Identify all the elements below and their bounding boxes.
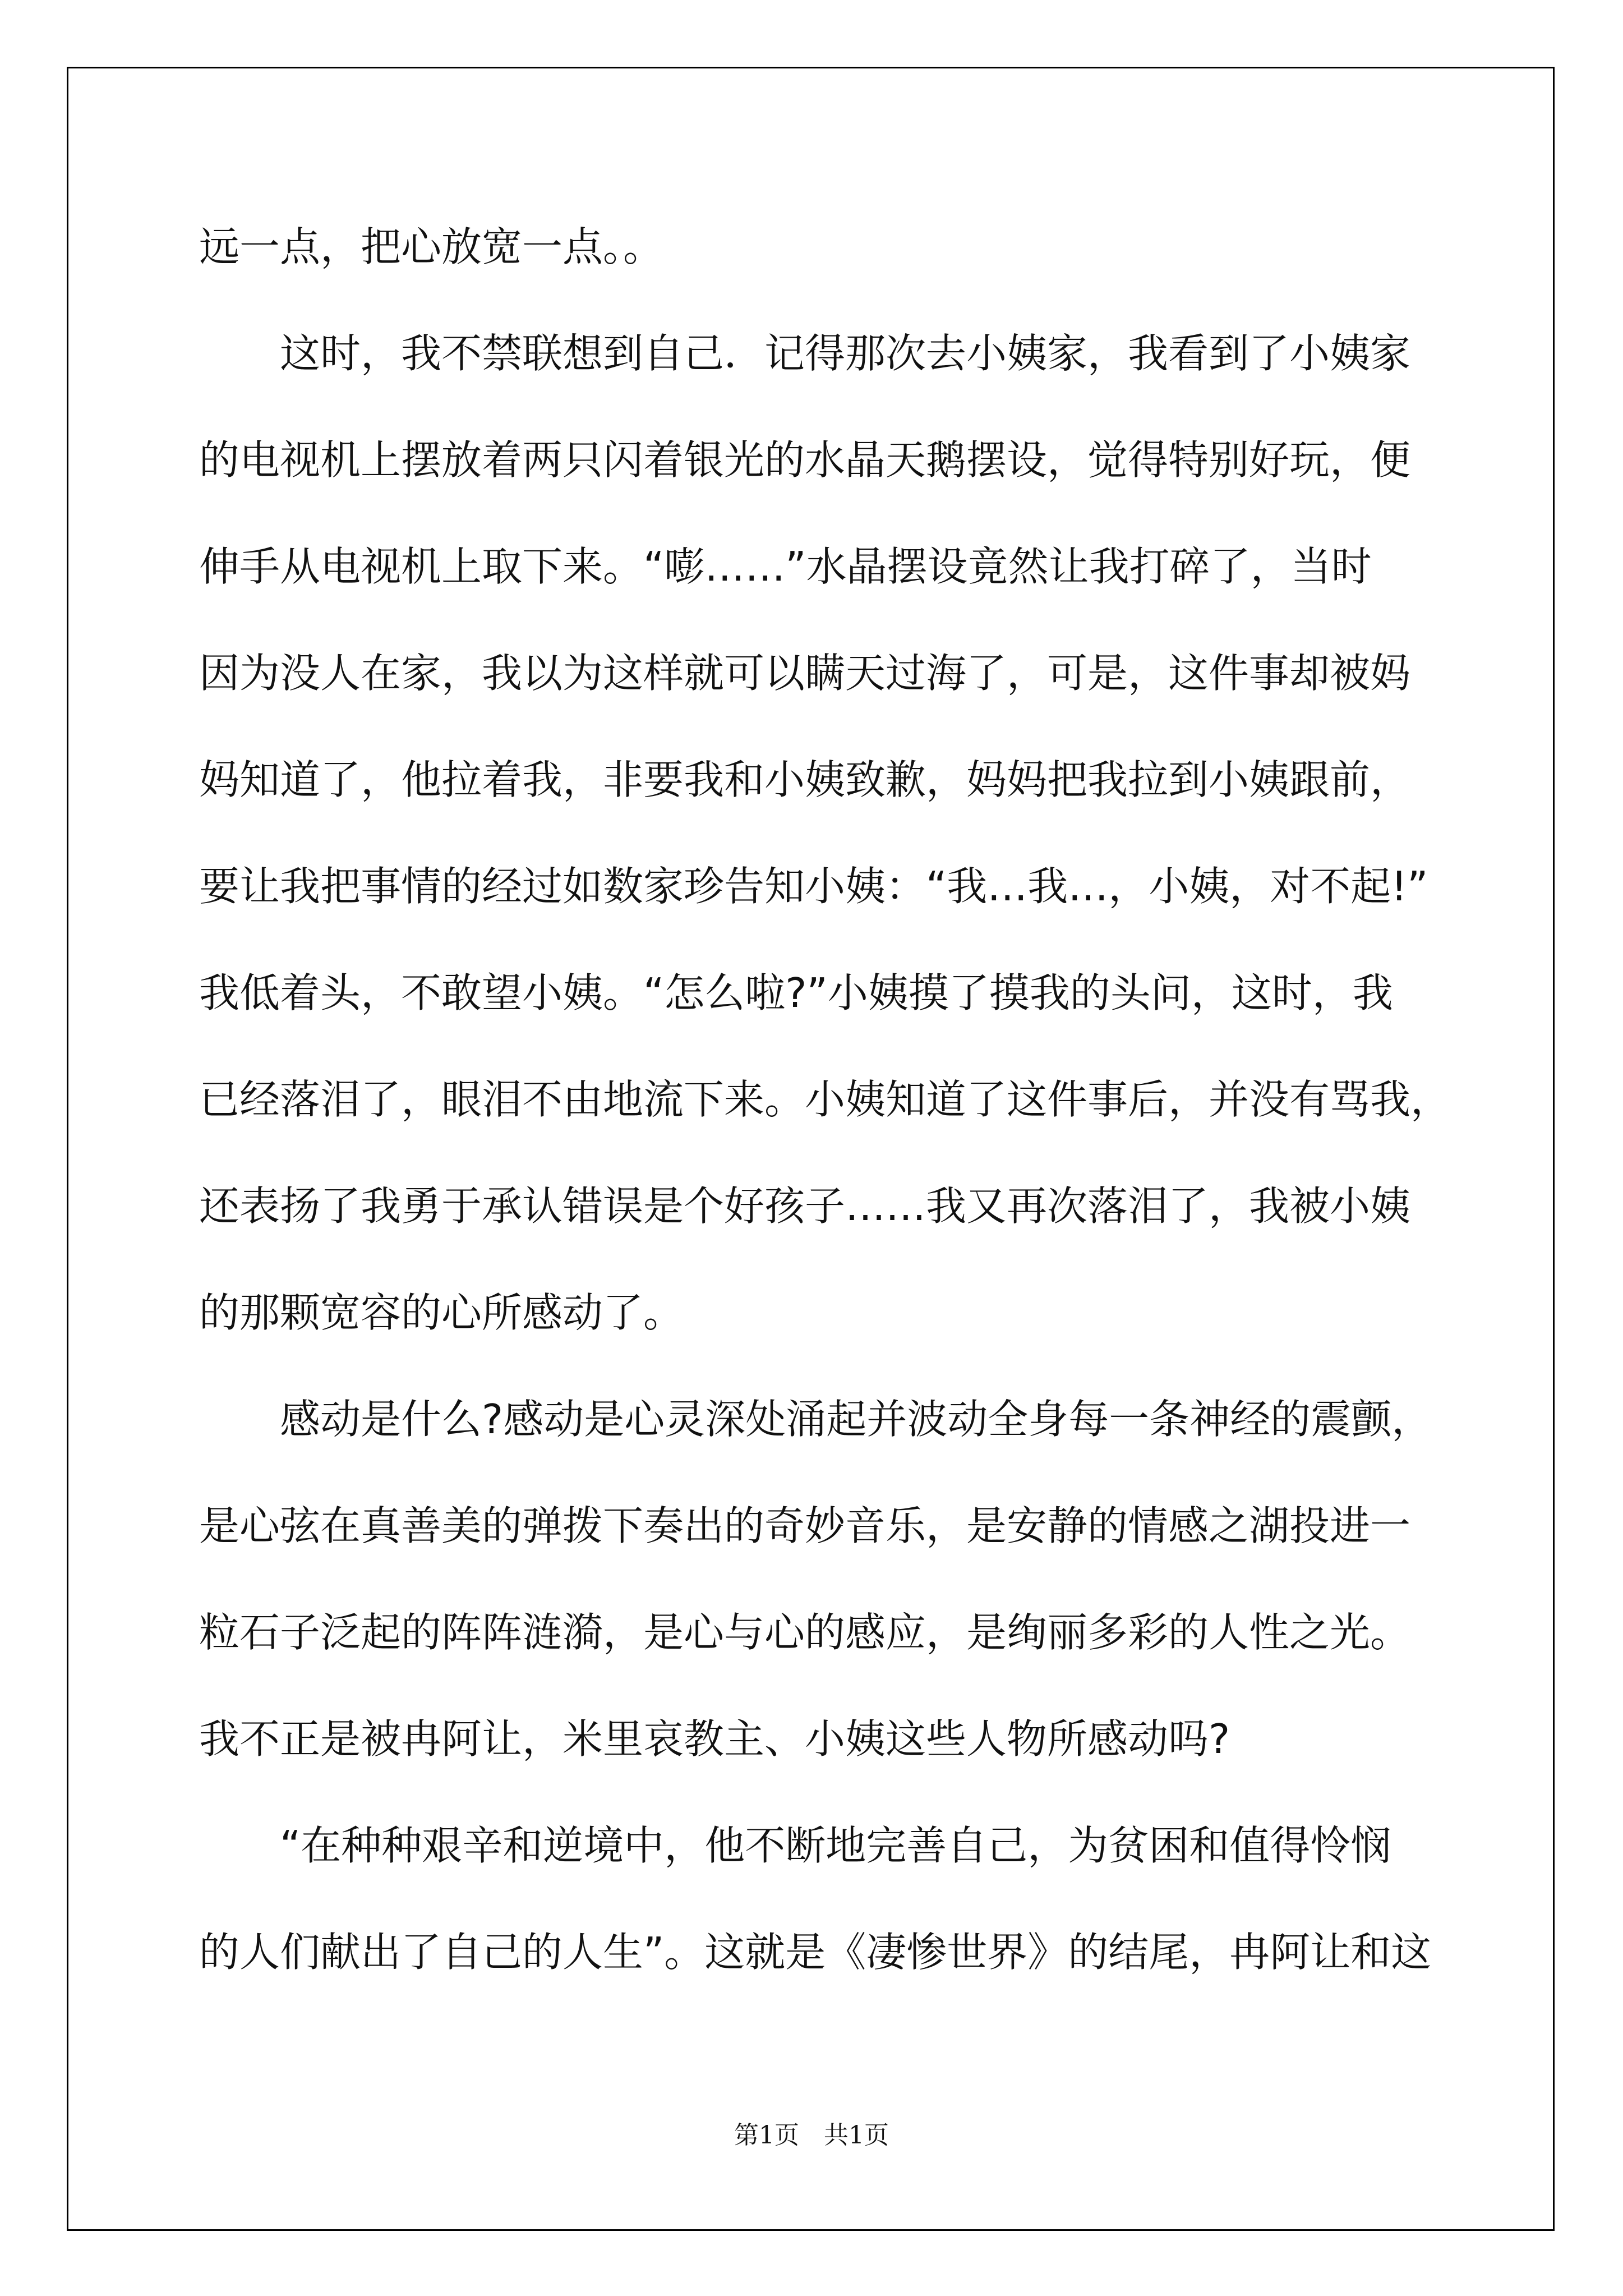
page-number-footer: 第1页 共1页 [734, 2121, 889, 2150]
text-line: 我不正是被冉阿让，米里哀教主、小姨这些人物所感动吗? [199, 1715, 1230, 1763]
text-line: 已经落泪了，眼泪不由地流下来。小姨知道了这件事后，并没有骂我， [199, 1076, 1451, 1123]
text-line: 的那颗宽容的心所感动了。 [199, 1289, 684, 1336]
text-line: 还表扬了我勇于承认错误是个好孩子……我又再次落泪了，我被小姨 [199, 1182, 1411, 1230]
document-body [199, 194, 1451, 2005]
text-line: 伸手从电视机上取下来。“嘭……”水晶摆设竟然让我打碎了，当时 [199, 543, 1372, 590]
text-line: 要让我把事情的经过如数家珍告知小姨：“我…我…，小姨，对不起!” [199, 863, 1428, 910]
text-line: 的人们献出了自己的人生”。这就是《凄惨世界》的结尾，冉阿让和这 [199, 1929, 1432, 1976]
text-line: 这时，我不禁联想到自己．记得那次去小姨家，我看到了小姨家 [280, 330, 1411, 377]
text-line: 感动是什么?感动是心灵深处涌起并波动全身每一条神经的震颤， [280, 1396, 1432, 1443]
text-line: 的电视机上摆放着两只闪着银光的水晶天鹅摆设，觉得特别好玩，便 [199, 436, 1411, 484]
text-line: 远一点，把心放宽一点。。 [199, 223, 664, 270]
text-line: 是心弦在真善美的弹拨下奏出的奇妙音乐，是安静的情感之湖投进一 [199, 1502, 1411, 1549]
text-line: “在种种艰辛和逆境中，他不断地完善自己，为贫困和值得怜悯 [280, 1822, 1391, 1869]
text-line: 妈知道了，他拉着我，非要我和小姨致歉，妈妈把我拉到小姨跟前， [199, 756, 1411, 803]
text-line: 因为没人在家，我以为这样就可以瞒天过海了，可是，这件事却被妈 [199, 650, 1411, 697]
text-line: 粒石子泛起的阵阵涟漪，是心与心的感应，是绚丽多彩的人性之光。 [199, 1609, 1411, 1656]
text-line: 我低着头，不敢望小姨。“怎么啦?”小姨摸了摸我的头问，这时，我 [199, 969, 1393, 1016]
